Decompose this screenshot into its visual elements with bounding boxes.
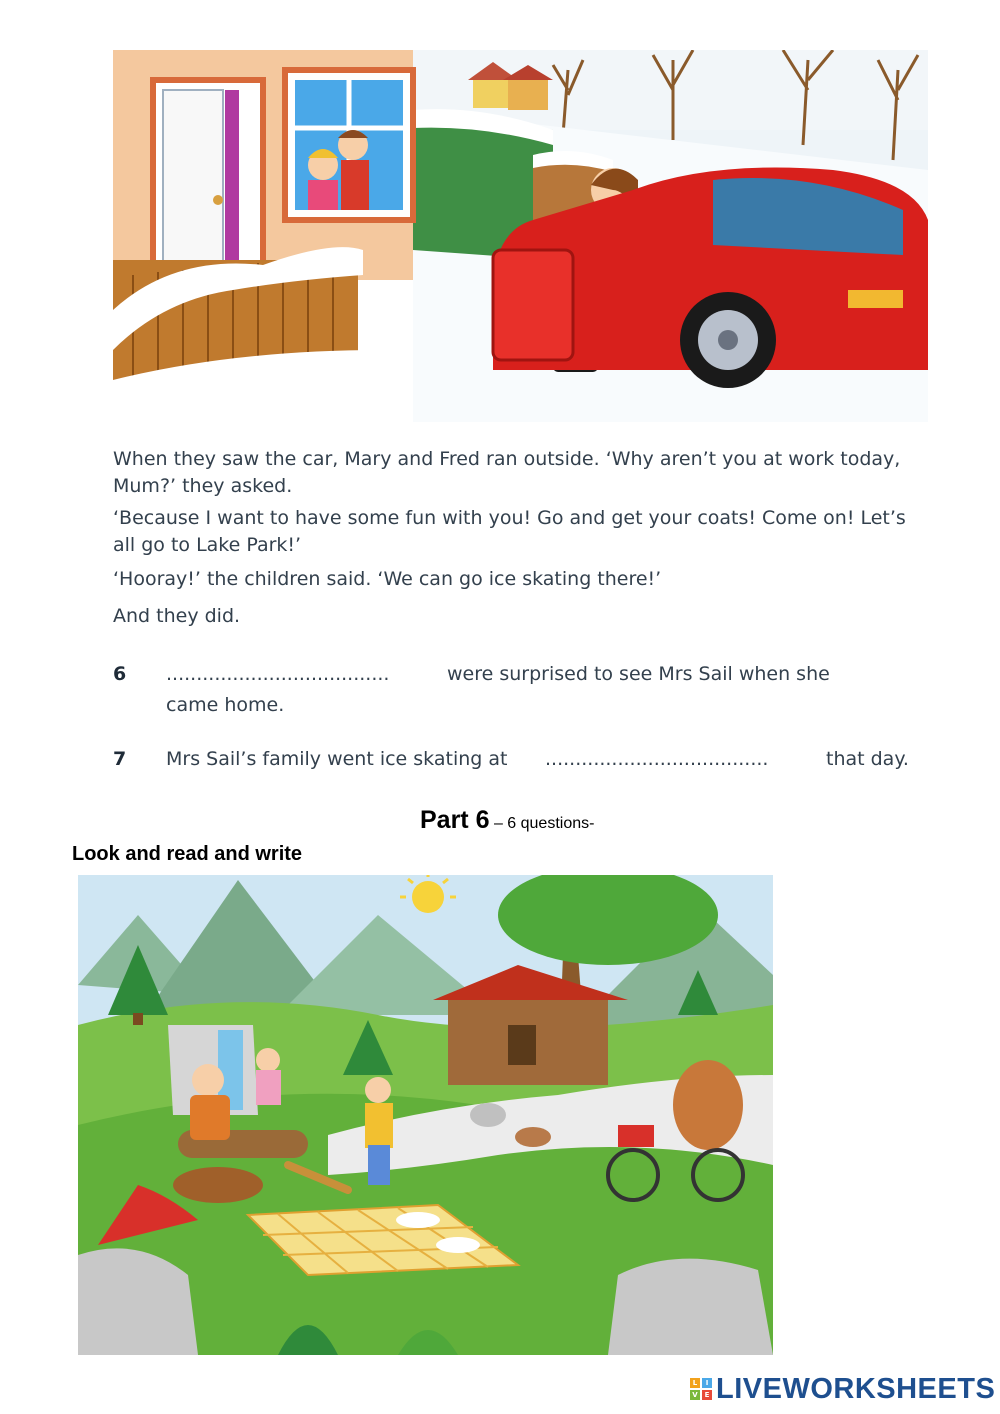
logo-icon: L I V E bbox=[690, 1378, 712, 1400]
instruction-text: Look and read and write bbox=[72, 843, 303, 865]
story-paragraph-3: ‘Hooray!’ the children said. ‘We can go ice skating there!’ bbox=[113, 568, 662, 590]
picnic-scene-illustration bbox=[78, 875, 773, 1355]
story-paragraph-2: ‘Because I want to have some fun with you! Go and get your coats! Come on! Let’s all go to Lake Park!’ bbox=[113, 507, 906, 556]
question-7-text-after: that day. bbox=[826, 748, 909, 770]
question-7-number: 7 bbox=[113, 748, 127, 770]
question-6-text-line2: came home. bbox=[166, 694, 285, 716]
logo-text: LIVEWORKSHEETS bbox=[716, 1372, 996, 1405]
question-7-text: Mrs Sail’s family went ice skating at bbox=[166, 748, 508, 770]
question-6-text: were surprised to see Mrs Sail when she bbox=[447, 663, 830, 685]
story-paragraph-4: And they did. bbox=[113, 605, 241, 627]
question-6-number: 6 bbox=[113, 663, 127, 685]
question-7-blank[interactable]: ..................................... bbox=[545, 748, 769, 770]
liveworksheets-logo bbox=[690, 1372, 995, 1406]
winter-car-illustration bbox=[113, 50, 928, 422]
part-heading bbox=[420, 806, 594, 835]
part-title: Part 6 bbox=[420, 806, 490, 834]
story-paragraph-1: When they saw the car, Mary and Fred ran outside. ‘Why aren’t you at work today, Mum?’ they asked. bbox=[113, 448, 901, 497]
question-6-blank[interactable]: ..................................... bbox=[166, 663, 390, 685]
part-subtitle: – 6 questions- bbox=[493, 815, 595, 832]
